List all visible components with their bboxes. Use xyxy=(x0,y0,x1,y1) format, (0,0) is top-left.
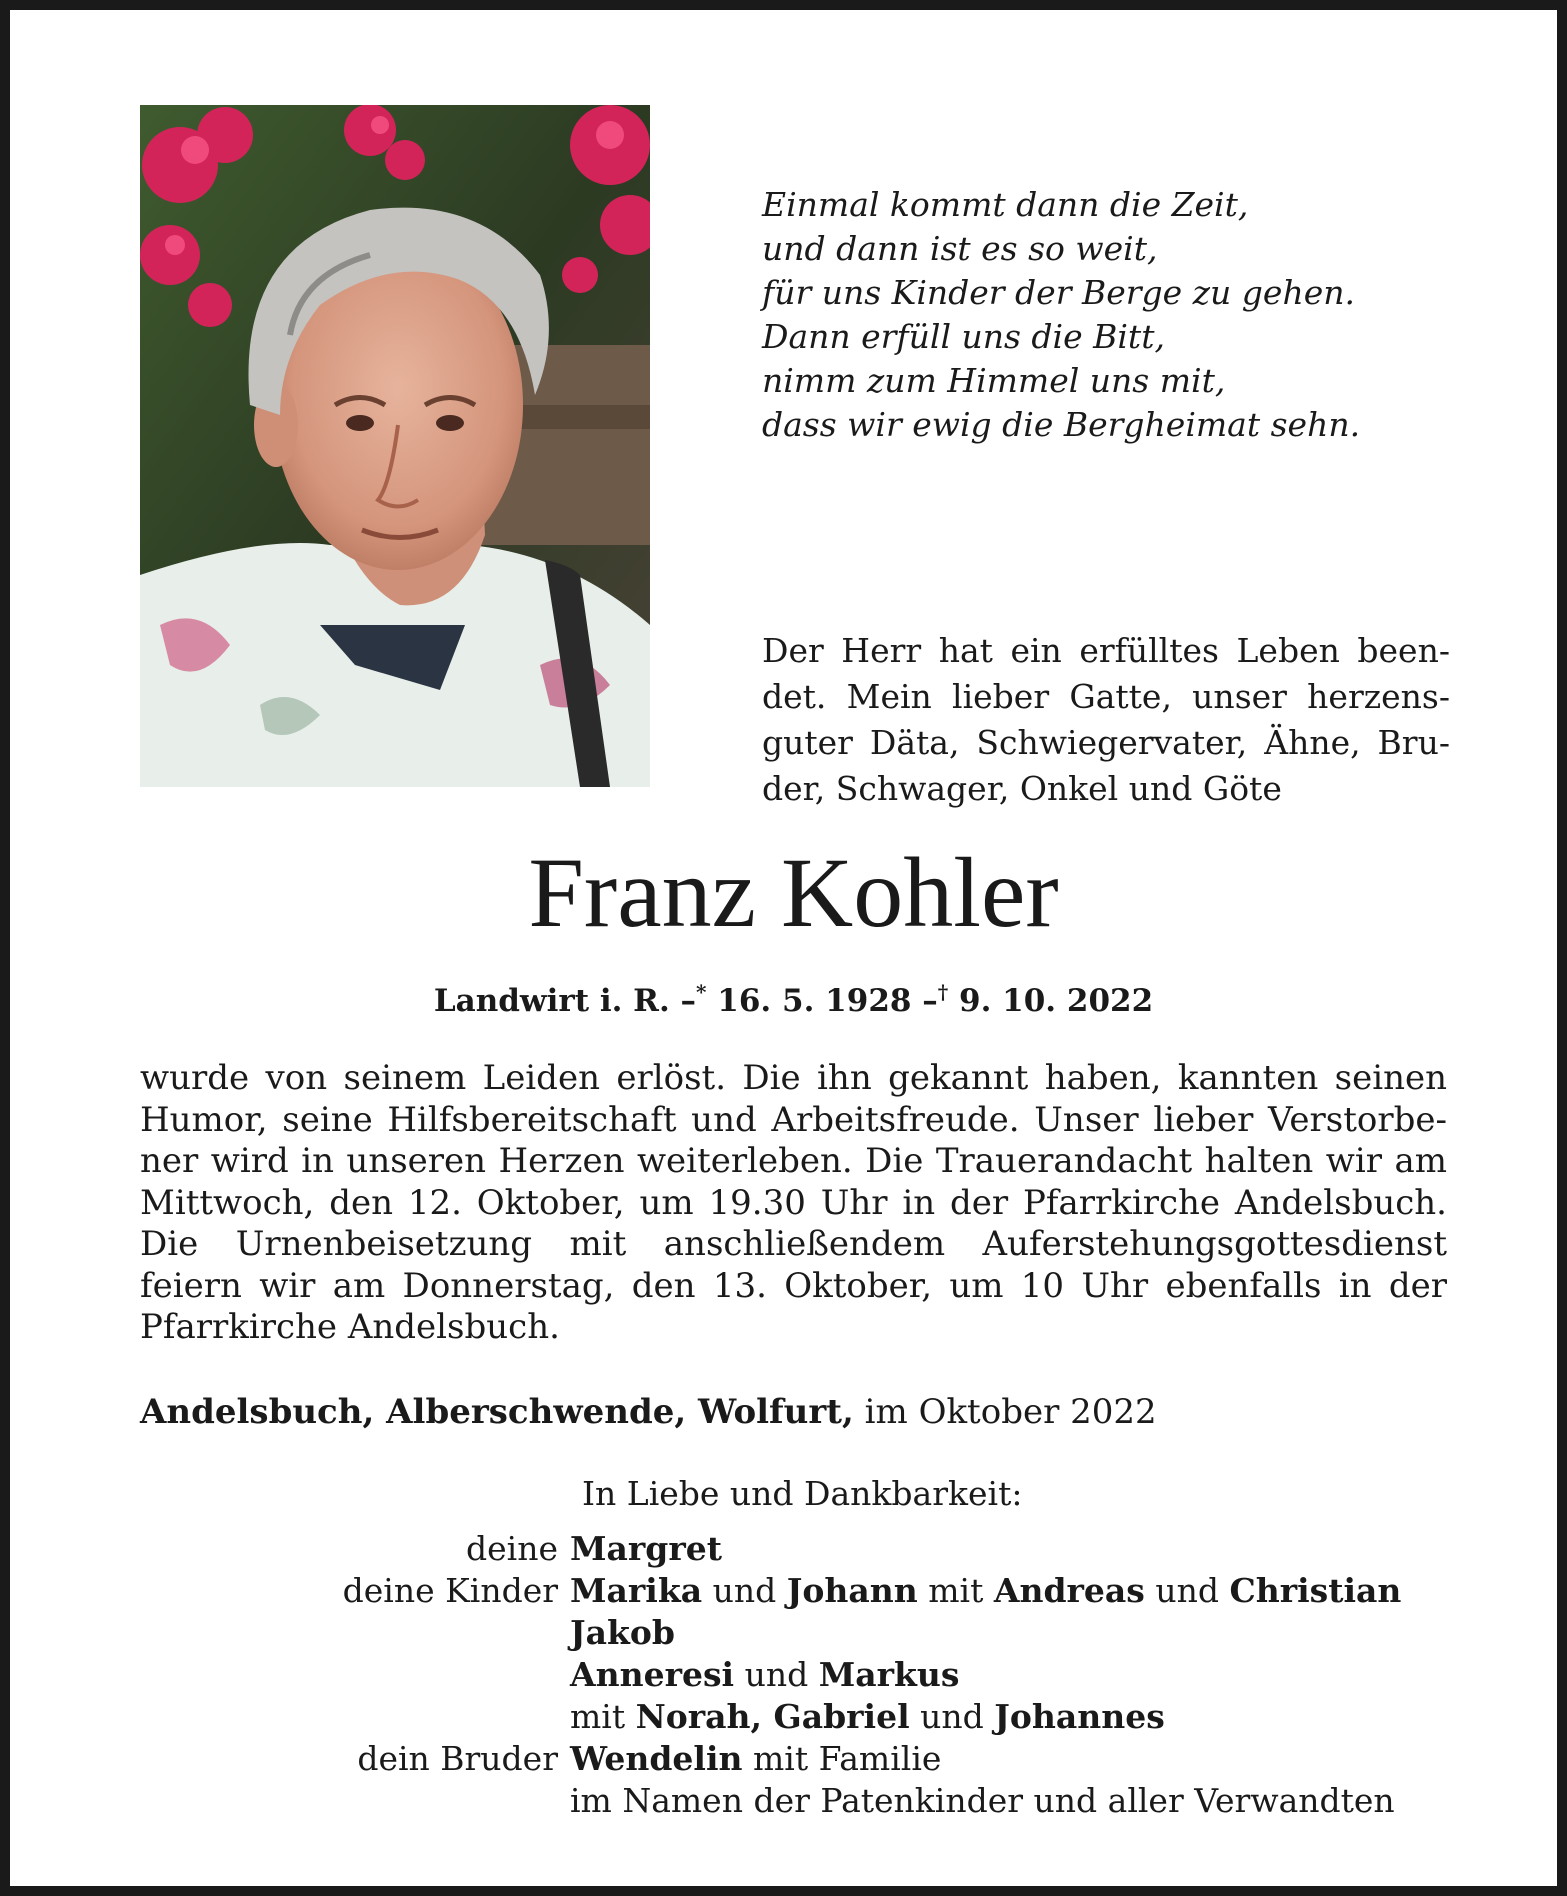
birth-date: 16. 5. 1928 – xyxy=(717,983,938,1019)
body-line: Urnenbeisetzung mit anschließendem Auferstehungsgottesdienst feiern xyxy=(140,1224,1447,1306)
occupation: Landwirt i. R. – xyxy=(433,983,697,1019)
mourner-row xyxy=(110,1570,1490,1612)
mourner-row xyxy=(110,1696,1490,1738)
connector-text: und xyxy=(920,1697,984,1736)
intro-line: det. Mein lieber Gatte, unser herzens- xyxy=(762,677,1450,716)
mourner-row xyxy=(110,1654,1490,1696)
body-line: ner wird in unseren Herzen weiterleben. Die Trauerandacht halten wir am xyxy=(140,1141,1447,1181)
connector-text: und xyxy=(1155,1571,1219,1610)
poem-line: und dann ist es so weit, xyxy=(762,229,1158,268)
relation-label xyxy=(110,1780,570,1822)
poem-line: Dann erfüll uns die Bitt, xyxy=(762,317,1165,356)
connector-text: im Namen der Patenkinder und aller Verwandten xyxy=(570,1781,1395,1820)
poem-line: nimm zum Himmel uns mit, xyxy=(762,361,1226,400)
death-symbol: † xyxy=(937,980,949,1004)
obituary-body xyxy=(140,1058,1447,1349)
mourner-names xyxy=(570,1570,1401,1612)
mourner-name: Wendelin xyxy=(570,1739,743,1778)
mourner-name: Markus xyxy=(818,1655,960,1694)
mourner-row xyxy=(110,1528,1490,1570)
mourner-name: Johannes xyxy=(994,1697,1165,1736)
greeting: In Liebe und Dankbarkeit: xyxy=(582,1474,1023,1513)
connector-text: mit xyxy=(570,1697,626,1736)
poem-line: Einmal kommt dann die Zeit, xyxy=(762,185,1249,224)
mourner-names xyxy=(570,1780,1395,1822)
place-date xyxy=(140,1390,1447,1434)
place-month: im Oktober 2022 xyxy=(864,1392,1157,1432)
mourner-name: Anneresi xyxy=(570,1655,735,1694)
body-line: Mittwoch, den 12. Oktober, um 19.30 Uhr in der Pfarrkirche Andelsbuch. Die xyxy=(140,1182,1447,1264)
mourners-list xyxy=(110,1528,1490,1822)
relation-label: dein Bruder xyxy=(357,1739,558,1778)
intro-line: der, Schwager, Onkel und Göte xyxy=(762,769,1282,808)
connector-text: mit xyxy=(928,1571,984,1610)
mourner-name: Marika xyxy=(570,1571,703,1610)
mourner-names xyxy=(570,1612,675,1654)
body-line: wir am Donnerstag, den 13. Oktober, um 10 Uhr ebenfalls in der Pfarrkirche xyxy=(140,1265,1447,1347)
intro-line: Der Herr hat ein erfülltes Leben been- xyxy=(762,631,1450,670)
mourner-name: Johann xyxy=(786,1571,918,1610)
intro-line: guter Däta, Schwiegervater, Ähne, Bru- xyxy=(762,723,1450,762)
mourner-row xyxy=(110,1738,1490,1780)
deceased-name: Franz Kohler xyxy=(528,837,1059,948)
connector-text: mit Familie xyxy=(753,1739,942,1778)
mourner-name: Christian xyxy=(1229,1571,1402,1610)
body-line: Humor, seine Hilfsbereitschaft und Arbeitsfreude. Unser lieber Verstorbe- xyxy=(140,1099,1447,1140)
death-date: 9. 10. 2022 xyxy=(959,983,1154,1019)
mourner-row xyxy=(110,1780,1490,1822)
relation-label: deine Kinder xyxy=(342,1571,558,1610)
connector-text: und xyxy=(712,1571,777,1610)
mourner-names xyxy=(570,1654,959,1696)
mourner-names xyxy=(570,1696,1165,1738)
relation-label xyxy=(110,1654,570,1696)
poem-line: dass wir ewig die Bergheimat sehn. xyxy=(762,405,1361,444)
mourner-name: Margret xyxy=(570,1529,722,1568)
mourner-row xyxy=(110,1612,1490,1654)
relation-label xyxy=(110,1612,570,1654)
body-line: Andelsbuch. xyxy=(347,1307,560,1347)
life-dates xyxy=(10,972,1567,1021)
mourner-name: Andreas xyxy=(993,1571,1145,1610)
mourner-name: Norah, Gabriel xyxy=(635,1697,910,1736)
portrait-photo xyxy=(140,105,650,787)
body-line: wurde von seinem Leiden erlöst. Die ihn gekannt haben, kannten seinen xyxy=(140,1058,1447,1098)
intro-text xyxy=(762,628,1450,812)
poem xyxy=(762,183,1482,447)
poem-line: für uns Kinder der Berge zu gehen. xyxy=(762,273,1355,312)
mourner-name: Jakob xyxy=(570,1613,675,1652)
place-towns: Andelsbuch, Alberschwende, Wolfurt, xyxy=(140,1392,854,1432)
birth-symbol: * xyxy=(696,980,707,1004)
connector-text: und xyxy=(744,1655,809,1694)
relation-label xyxy=(110,1696,570,1738)
mourner-names xyxy=(570,1528,722,1570)
mourner-names xyxy=(570,1738,941,1780)
relation-label: deine xyxy=(466,1529,558,1568)
